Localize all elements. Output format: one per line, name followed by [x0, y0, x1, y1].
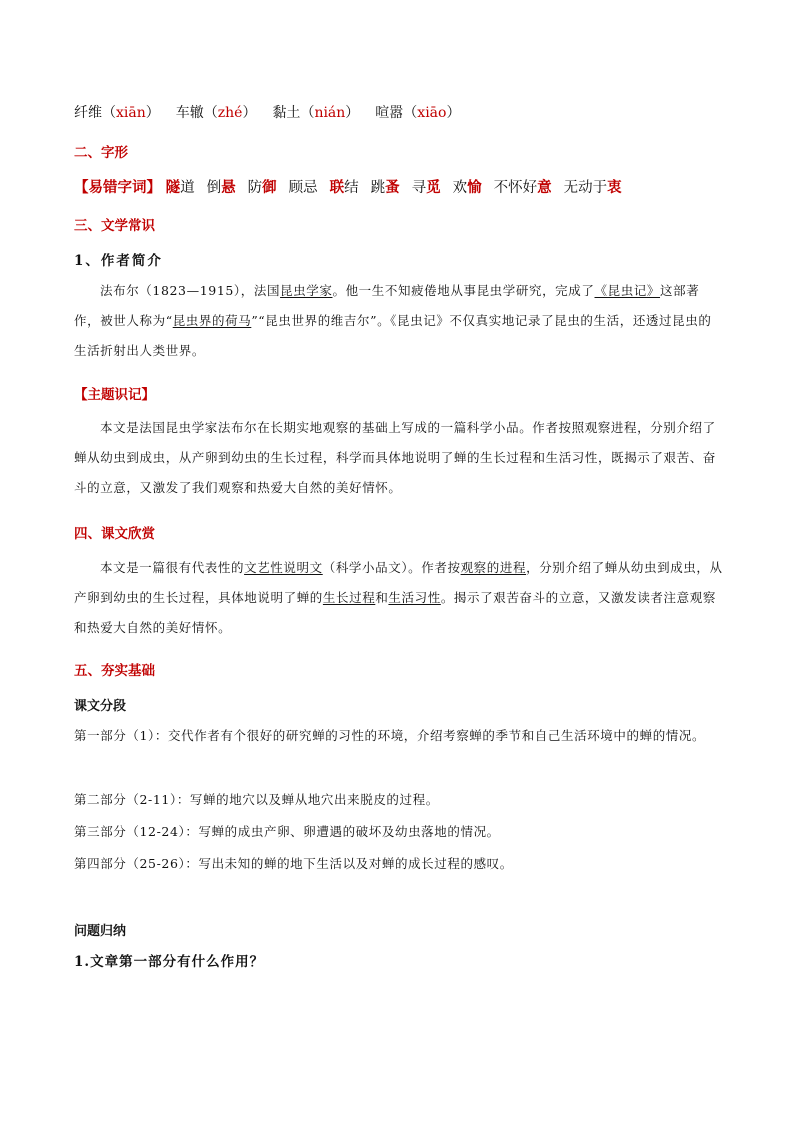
fenduan-part-1: 第一部分（1）：交代作者有个很好的研究蝉的习性的环境，介绍考察蝉的季节和自己生活环境中的蝉的情况。: [74, 728, 706, 743]
yicuo-word: [248, 180, 277, 196]
pinyin-reading: nián: [314, 105, 346, 121]
author-underline-book: 《昆虫记》: [594, 283, 661, 298]
pinyin-reading: xiān: [116, 105, 146, 121]
pinyin-word: 黏土: [272, 105, 301, 121]
section-title-kewen: 四、课文欣赏: [74, 526, 155, 542]
author-underline-homer: 昆虫界的荷马: [172, 313, 252, 328]
yicuo-word: [371, 180, 400, 196]
yicuo-word-pre: 跳: [370, 180, 386, 196]
author-subtitle: 1、作者简介: [74, 253, 163, 269]
section-title-wenxue: 三、文学常识: [74, 218, 155, 234]
fenduan-title: 课文分段: [74, 699, 127, 714]
yicuo-word: [564, 180, 622, 196]
paren-close: ）: [242, 105, 257, 121]
yicuo-word: [289, 180, 318, 196]
yicuo-word-pre: 倒: [206, 180, 222, 196]
pinyin-item: [272, 105, 359, 121]
yicuo-word-line: [74, 176, 634, 197]
author-underline-entomologist: 昆虫学家: [280, 283, 333, 298]
section-title-hangshi: 五、夯实基础: [74, 663, 155, 679]
pinyin-word: 喧嚣: [375, 105, 404, 121]
yicuo-word: [207, 180, 236, 196]
paren-open: （: [403, 105, 418, 121]
yicuo-word-pre: 不怀好: [493, 180, 538, 196]
paren-open: （: [102, 105, 116, 121]
appreciate-underline-habits: 生活习性: [388, 590, 441, 605]
yicuo-label: 【易错字词】: [74, 180, 161, 196]
appreciate-underline-genre: 文艺性说明文: [244, 560, 323, 575]
question-1: 1.文章第一部分有什么作用？: [74, 954, 265, 970]
paren-open: （: [300, 105, 315, 121]
yicuo-word-hl: 觅: [426, 179, 441, 196]
author-paragraph: [74, 276, 724, 366]
yicuo-word-hl: 愉: [467, 179, 482, 196]
yicuo-word-hl: 蚤: [385, 179, 400, 196]
yicuo-word: [330, 180, 359, 196]
yicuo-word-hl: 联: [329, 179, 345, 196]
yicuo-word-hl: 意: [537, 179, 552, 196]
appreciate-text-3: ，分别介绍了蝉从幼虫到成虫，从产卵到幼虫的生长过程，具体地说明了蝉的: [74, 560, 723, 605]
pinyin-reading: xiāo: [417, 105, 447, 121]
yicuo-word: [494, 180, 552, 196]
appreciate-text-5: 。揭示了艰苦奋斗的立意，又激发读者注意观察和热爱大自然的美好情怀。: [74, 590, 716, 635]
appreciate-text-2: （科学小品文）。作者按: [322, 560, 461, 575]
yicuo-word: [412, 180, 441, 196]
theme-paragraph: 本文是法国昆虫学家法布尔在长期实地观察的基础上写成的一篇科学小品。作者按照观察进程，分别介绍了蝉从幼虫到成虫，从产卵到幼虫的生长过程，科学而具体地说明了蝉的生长过程和生活习性，既揭示了艰苦、奋斗的立意，又激发了我们观察和热爱大自然的美好情怀。: [74, 420, 716, 495]
author-text-3: 这部著作，被世人称为“: [74, 283, 700, 328]
yicuo-word-post: 道: [180, 180, 195, 196]
pinyin-item: [176, 105, 257, 121]
yicuo-word-hl: 御: [262, 179, 277, 196]
yicuo-word-post: 结: [344, 180, 359, 196]
yicuo-word-pre: 寻: [411, 180, 427, 196]
pinyin-word: 纤维: [74, 105, 102, 121]
author-text-1: 法布尔（1823—1915），法国: [100, 283, 281, 298]
wenti-title: 问题归纳: [74, 924, 127, 939]
paren-open: （: [203, 105, 218, 121]
pinyin-item: [74, 105, 160, 121]
author-text-2: 。他一生不知疲倦地从事昆虫学研究，完成了: [332, 283, 595, 298]
paren-close: ）: [446, 105, 461, 121]
pinyin-line: [74, 102, 476, 122]
paren-close: ）: [345, 105, 360, 121]
fenduan-part-4: 第四部分（25-26）：写出未知的蝉的地下生活以及对蝉的成长过程的感叹。: [74, 856, 513, 871]
paren-close: ）: [145, 105, 160, 121]
yicuo-word: [166, 180, 195, 196]
yicuo-word-pre: 顾忌: [288, 180, 318, 196]
fenduan-part-3: 第三部分（12-24）：写蝉的成虫产卵、卵遭遇的破坏及幼虫落地的情况。: [74, 824, 500, 839]
yicuo-word-pre: 欢: [452, 180, 468, 196]
pinyin-item: [375, 105, 460, 121]
pinyin-reading: zhé: [217, 105, 243, 121]
appreciate-underline-growth: 生长过程: [322, 590, 376, 605]
author-text-4: ”“昆虫世界的维吉尔”。《昆虫记》不仅真实地记录了昆虫的生活，还透过昆虫的生活折射出人类世界。: [74, 313, 712, 358]
appreciate-paragraph: [74, 553, 724, 643]
yicuo-word-hl: 悬: [221, 179, 236, 196]
appreciate-underline-process: 观察的进程: [460, 560, 527, 575]
yicuo-word-pre: 防: [247, 180, 263, 196]
appreciate-text-1: 本文是一篇很有代表性的: [100, 560, 245, 575]
yicuo-word-hl: 衷: [607, 179, 622, 196]
appreciate-text-4: 和: [375, 590, 389, 605]
section-title-zixing: 二、字形: [74, 145, 128, 161]
yicuo-word-hl: 隧: [165, 179, 181, 196]
theme-title: 【主题识记】: [74, 387, 155, 403]
pinyin-word: 车辙: [175, 105, 204, 121]
yicuo-word: [453, 180, 482, 196]
yicuo-word-pre: 无动于: [563, 180, 608, 196]
fenduan-part-2: 第二部分（2-11）：写蝉的地穴以及蝉从地穴出来脱皮的过程。: [74, 792, 439, 807]
